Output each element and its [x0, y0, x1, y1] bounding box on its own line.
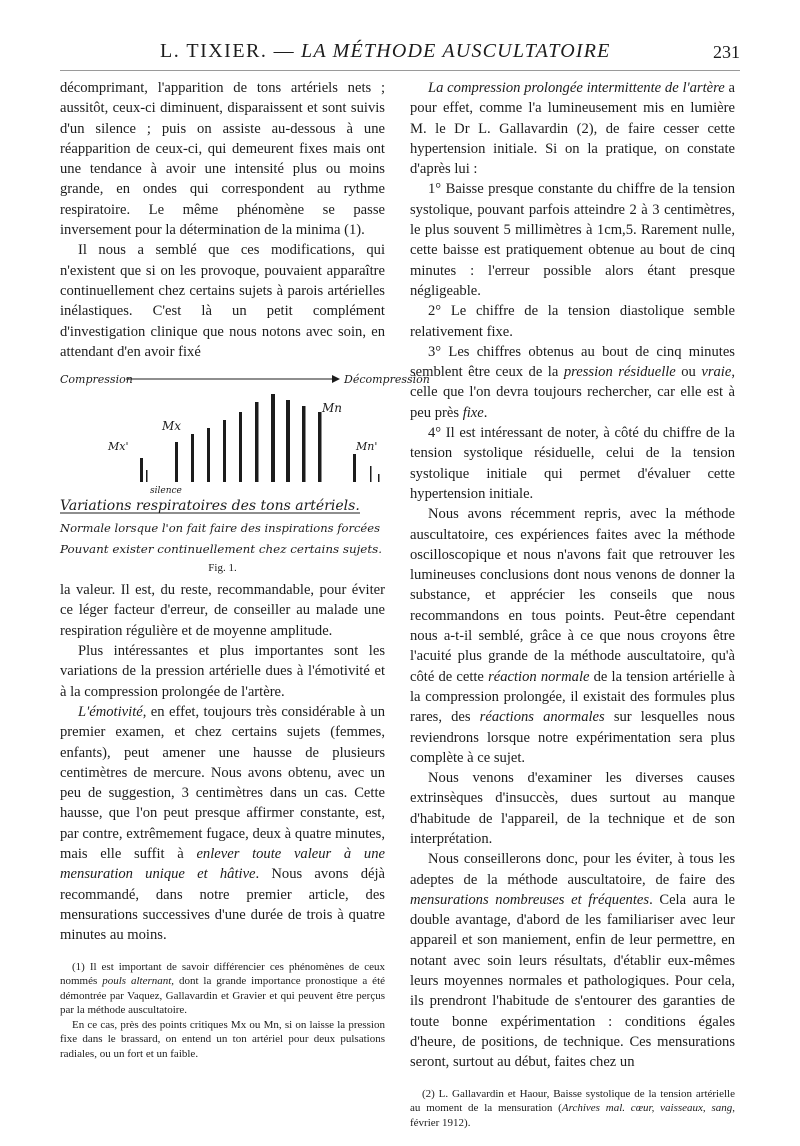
- tone-bar: [207, 428, 210, 482]
- footnote-1: [60, 960, 385, 1062]
- text-run: , dont la grande importance pronostique a été démontrée par Vaquez, Gallavardin et Gravier et qui peuvent être perçus par la méthode auscultatoire.: [60, 975, 386, 1017]
- footnote-paragraph: En ce cas, près des points critiques Mx ou Mn, si on laisse la pression fixe dans le brassard, on entend un ton artériel pour deux pulsations radiales, ou un fort et un faible.: [60, 1018, 385, 1061]
- running-header: [60, 40, 740, 71]
- paragraph: [410, 504, 735, 768]
- paragraph: Il nous a semblé que ces modifications, qui n'existent que si on les provoque, pouvaient apparaître continuellement chez certains sujets à parois artérielles inélastiques. C'est là un petit complément d'investigation clinique que nous notons avec soin, en attendant d'en avoir fixé: [60, 242, 385, 360]
- emphasis: pouls alternant: [102, 975, 172, 988]
- handwritten-note-2: Normale lorsque l'on fait faire des inspirations forcées: [58, 521, 381, 536]
- handwritten-note-3: Pouvant exister continuellement chez certains sujets.: [58, 542, 382, 557]
- text-run: . Cela aura le double avantage, d'abord de les familiariser avec leur appareil et son maniement, enfin de leur permettre, en notant avec soin leurs résultats, d'établir eux-mêmes leurs moyennes normales et pathologiques. Pour cela, ils prendront l'habitude de s'entourer des garanties de toute bonne expérimentation : conditions égales d'heure, de positions, de technique. Ces mensurations seront, surtout au début, faites chez un: [410, 891, 736, 1071]
- page-number: 231: [713, 42, 740, 62]
- text-run: .: [483, 404, 488, 421]
- emphasis: enlever toute valeur à une mensuration unique et hâtive: [60, 846, 385, 883]
- tone-bar: [318, 412, 322, 482]
- paragraph: 1° Baisse presque constante du chiffre de la tension systolique, pouvant parfois atteindre 2 à 3 centimètres, le plus souvent 5 millimètres à 1cm,5. Rarement nulle, cette baisse est pratiquement obtenue au bout de cinq minutes : l'erreur possible alors étant presque négligeable.: [410, 181, 735, 299]
- tone-bar: [175, 442, 178, 482]
- text-run: sur lesquelles nous reviendrons lorsque notre expérimentation sera plus complète à ce sujet.: [410, 709, 735, 766]
- paragraph: décomprimant, l'apparition de tons artériels nets ; aussitôt, ceux-ci diminuent, disparaissent et sont suivis d'un silence ; puis on assiste au-dessous à une réapparition de ceux-ci, qui demeurent fixes mais ont une tendance à avoir une intensité plus ou moins grande, en ondes qui correspondent au rythme respiratoire. Le même phénomène se passe inversement pour la détermination de la minima (1).: [60, 80, 385, 239]
- text-run: ou: [675, 364, 702, 381]
- tone-bar: [146, 470, 148, 482]
- mx-label: Mx: [162, 419, 182, 434]
- tone-bar: [191, 434, 194, 482]
- footnote-paragraph: [410, 1087, 735, 1131]
- emphasis: fixe: [462, 404, 484, 421]
- running-title: [160, 40, 611, 63]
- decompression-label: Décompression: [344, 373, 430, 387]
- figure-caption: Fig. 1.: [208, 562, 237, 575]
- emphasis: réaction normale: [488, 668, 590, 685]
- tone-bar: [239, 412, 242, 482]
- tone-bar: [353, 454, 356, 482]
- emphasis: La compression prolongée intermittente de l'artère: [428, 80, 725, 96]
- running-author: L. TIXIER.: [160, 40, 268, 62]
- text-run: Nous conseillerons donc, pour les éviter, à tous les adeptes de la méthode auscultatoire, de faire des: [410, 851, 735, 888]
- text-run: , celle que l'on devra toujours rechercher, car elle est à peu près: [410, 364, 735, 421]
- text-run: de la tension artérielle à la compression prolongée, il existait des formules plus rares, des: [410, 668, 735, 726]
- mn-label: Mn: [322, 401, 343, 416]
- text-run: (1) Il est important de savoir différencier ces phénomènes de ceux nommés: [60, 960, 385, 988]
- emphasis: vraie: [701, 364, 732, 381]
- footnote-paragraph: [60, 960, 385, 1018]
- running-work-title: LA MÉTHODE AUSCULTATOIRE: [301, 40, 611, 62]
- emphasis: L'émotivité: [78, 703, 143, 720]
- paragraph: [410, 849, 735, 1072]
- text-run: (2) L. Gallavardin et Haour, Baisse systolique de la tension artérielle au moment de la mensuration (: [410, 1087, 735, 1115]
- paragraph: Nous venons d'examiner les diverses causes extrinsèques d'insuccès, dues surtout au manque d'habitude de l'appareil, de la technique et de son interprétation.: [410, 770, 735, 847]
- text-run: a pour effet, comme l'a lumineusement mis en lumière M. le Dr L. Gallavardin (2), de faire cesser cette hypertension initiale. Si on la pratique, on constate d'après lui :: [410, 80, 735, 178]
- tone-bar: [140, 458, 143, 482]
- silence-label: silence: [150, 486, 182, 497]
- figure-1: [58, 372, 430, 575]
- mn-prime-label: Mn': [356, 440, 378, 454]
- paragraph: [60, 702, 385, 946]
- text-run: 3° Les chiffres obtenus au bout de cinq minutes semblent être ceux de la: [410, 343, 735, 381]
- arrow-head-icon: [332, 375, 340, 383]
- text-run: , février 1912).: [410, 1102, 736, 1129]
- compression-label: Compression: [60, 373, 133, 387]
- emphasis: mensurations nombreuses et fréquentes: [410, 891, 650, 908]
- paragraph: la valeur. Il est, du reste, recommandable, pour éviter ce léger facteur d'erreur, de conseiller au malade une respiration régulière et de moyenne amplitude.: [60, 582, 385, 639]
- tone-bar: [255, 402, 259, 482]
- left-column: [58, 78, 430, 1062]
- emphasis: Archives mal. cœur, vaisseaux, sang: [561, 1102, 733, 1115]
- text-run: . Nous avons déjà recommandé, dans notre premier article, des mensurations successives d'une durée de trois à quatre minutes au moins.: [60, 866, 385, 944]
- emphasis: pression résiduelle: [563, 364, 676, 381]
- figure-drawing: [58, 372, 430, 566]
- paragraph: Plus intéressantes et plus importantes sont les variations de la pression artérielle dues à l'émotivité et à la compression prolongée de l'artère.: [60, 643, 385, 700]
- tone-bar: [302, 406, 306, 482]
- mx-prime-label: Mx': [108, 440, 129, 454]
- tone-bar: [286, 400, 290, 482]
- tone-bar: [378, 474, 380, 482]
- paragraph: 2° Le chiffre de la tension diastolique semble relativement fixe.: [410, 303, 735, 340]
- text-run: Nous avons récemment repris, avec la méthode auscultatoire, ces expériences faites avec la méthode oscilloscopique et nous n'avons fait que retrouver les lumineuses conclusions dont nous venons de donner la substance, et apprécier les conseils que nous recommandons en tous points. Peut-être cependant nous a-t-il semblé, grâce à ce que nous croyons être l'acuité plus grande de la méthode auscultatoire, qu'à côté de cette: [410, 506, 735, 685]
- tone-bar: [223, 420, 226, 482]
- paragraph: [410, 78, 735, 179]
- paragraph: [410, 342, 735, 423]
- text-run: , en effet, toujours très considérable à un premier examen, et chez certains sujets (femmes, enfants), peut amener une hausse de plusieurs centimètres de mercure. Nous avons obtenu, avec un peu de suggestion, 3 centimètres dans un cas. Cette hausse, que l'on peut presque affirmer constante, est, par contre, extrêmement fugace, deux à quatre minutes, mais elle suffit à: [60, 703, 385, 863]
- handwritten-note-1: Variations respiratoires des tons artériels.: [60, 498, 360, 515]
- paragraph: 4° Il est intéressant de noter, à côté du chiffre de la tension systolique résiduelle, celui de la tension systolique initiale qui permet d'évaluer cette hypertension initiale.: [410, 425, 735, 502]
- right-column: [410, 78, 735, 1130]
- tone-bar: [370, 466, 372, 482]
- tone-bar: [271, 394, 275, 482]
- emphasis: réactions anormales: [479, 709, 605, 726]
- running-dash: —: [267, 40, 302, 62]
- footnote-2: [410, 1087, 735, 1131]
